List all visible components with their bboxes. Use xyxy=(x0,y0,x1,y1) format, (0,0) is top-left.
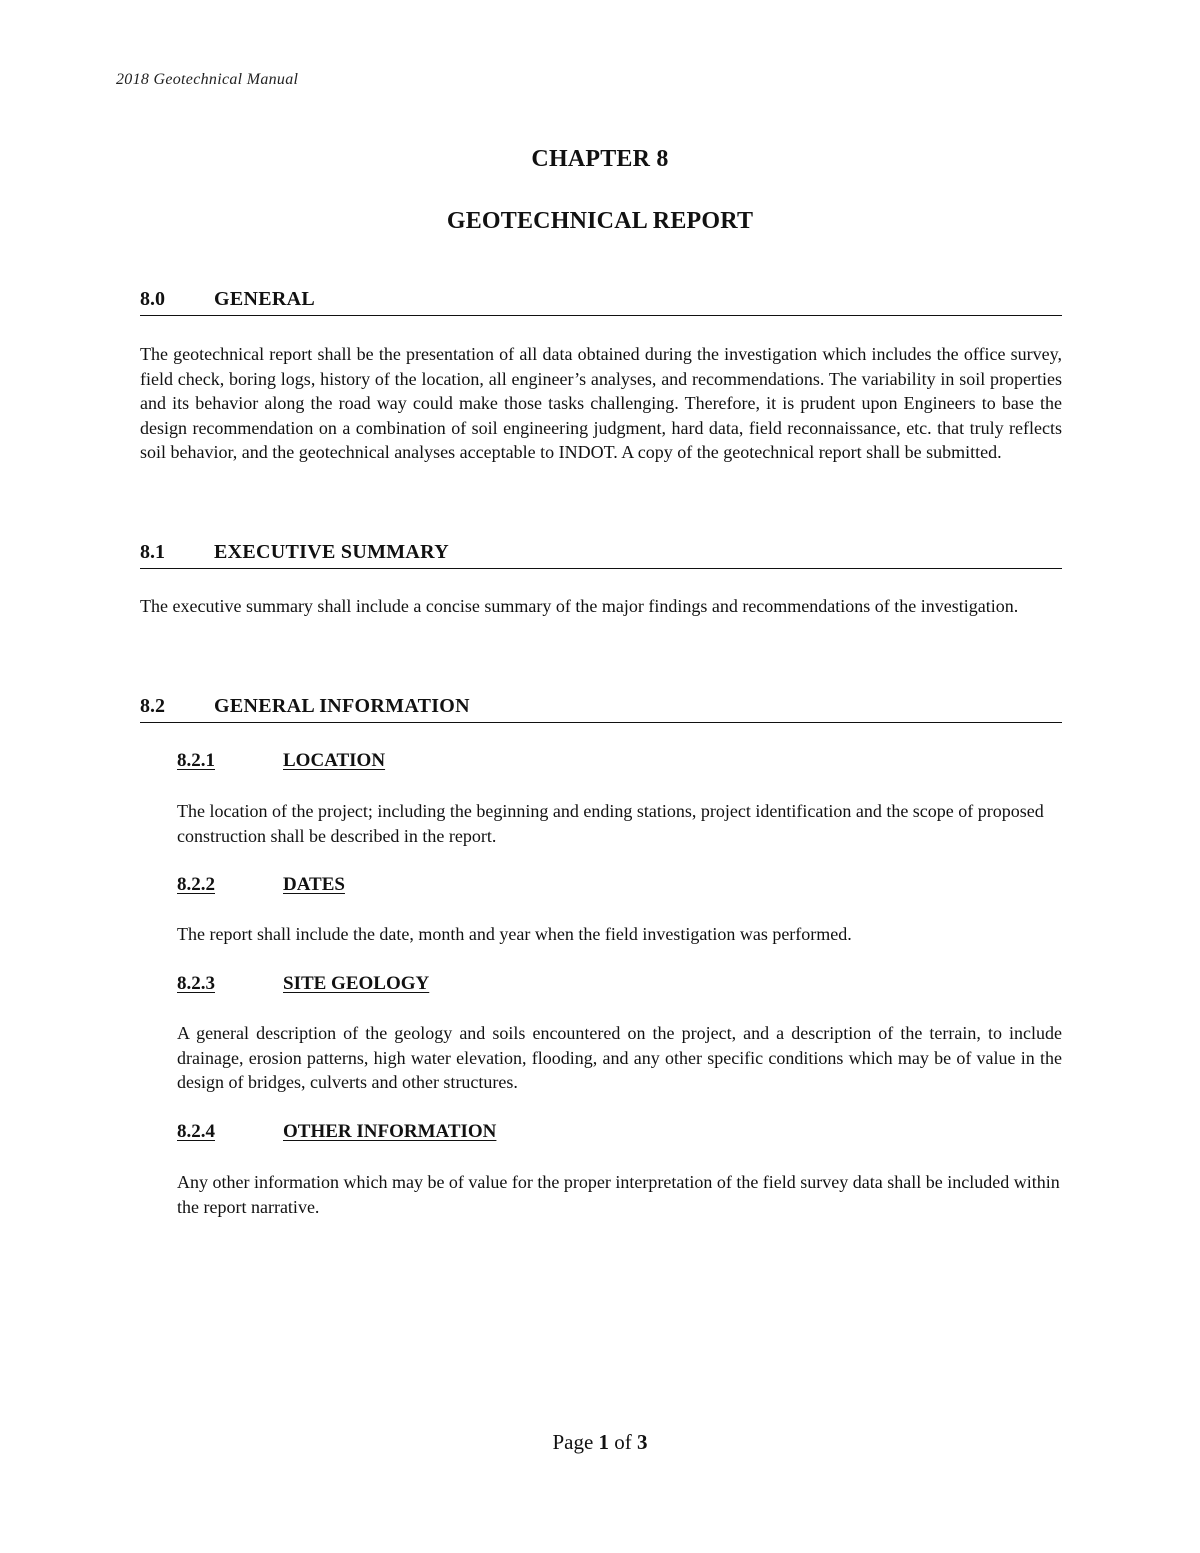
subsection-title: SITE GEOLOGY xyxy=(283,973,430,994)
section-heading-executive-summary xyxy=(140,540,1062,569)
section-heading-general xyxy=(140,287,1062,316)
chapter-title: CHAPTER 8 xyxy=(531,146,669,172)
section-number: 8.0 xyxy=(140,288,165,310)
subsection-heading-dates xyxy=(177,873,345,897)
site-geology-paragraph: A general description of the geology and soils encountered on the project, and a description of the terrain, to include drainage, erosion patterns, high water elevation, flooding, and any other specific conditions which may be of value in the design of bridges, culverts and other structures. xyxy=(177,1023,1062,1093)
total-page-number: 3 xyxy=(637,1430,648,1454)
of-word: of xyxy=(614,1430,632,1454)
subsection-number: 8.2.2 xyxy=(177,874,215,895)
running-header: 2018 Geotechnical Manual xyxy=(116,71,299,88)
general-paragraph: The geotechnical report shall be the presentation of all data obtained during the investigation which includes the office survey, field check, boring logs, history of the location, all engineer’s analyses, and recommendations. The variability in soil properties and its behavior along the road way could make those tasks challenging. Therefore, it is prudent upon Engineers to base the design recommendation on a combination of soil engineering judgment, hard data, field reconnaissance, etc. that truly reflects soil behavior, and the geotechnical analyses acceptable to INDOT. A copy of the geotechnical report shall be submitted. xyxy=(140,344,1062,463)
current-page-number: 1 xyxy=(598,1430,610,1454)
subsection-heading-other-information xyxy=(177,1120,496,1144)
subsection-heading-site-geology xyxy=(177,972,429,996)
section-title: GENERAL xyxy=(214,288,316,310)
subsection-number: 8.2.3 xyxy=(177,973,215,994)
subsection-title: LOCATION xyxy=(283,750,386,771)
dates-paragraph: The report shall include the date, month and year when the field investigation was performed. xyxy=(177,924,852,944)
section-title: EXECUTIVE SUMMARY xyxy=(214,541,449,563)
section-number: 8.1 xyxy=(140,541,165,563)
report-title: GEOTECHNICAL REPORT xyxy=(446,208,754,234)
executive-summary-paragraph: The executive summary shall include a concise summary of the major findings and recommendations of the investigation. xyxy=(140,596,1019,616)
other-information-paragraph: Any other information which may be of value for the proper interpretation of the field survey data shall be included within the report narrative. xyxy=(177,1172,1060,1217)
section-heading-general-information xyxy=(140,694,1062,723)
subsection-title: DATES xyxy=(283,874,345,895)
section-title: GENERAL INFORMATION xyxy=(214,695,470,717)
subsection-number: 8.2.4 xyxy=(177,1121,215,1142)
location-paragraph: The location of the project; including the beginning and ending stations, project identification and the scope of proposed construction shall be described in the report. xyxy=(177,801,1044,846)
subsection-heading-location xyxy=(177,749,385,773)
subsection-title: OTHER INFORMATION xyxy=(283,1121,497,1142)
page-footer xyxy=(0,1430,1200,1455)
page-word: Page xyxy=(552,1430,594,1454)
section-number: 8.2 xyxy=(140,695,165,717)
subsection-number: 8.2.1 xyxy=(177,750,215,771)
